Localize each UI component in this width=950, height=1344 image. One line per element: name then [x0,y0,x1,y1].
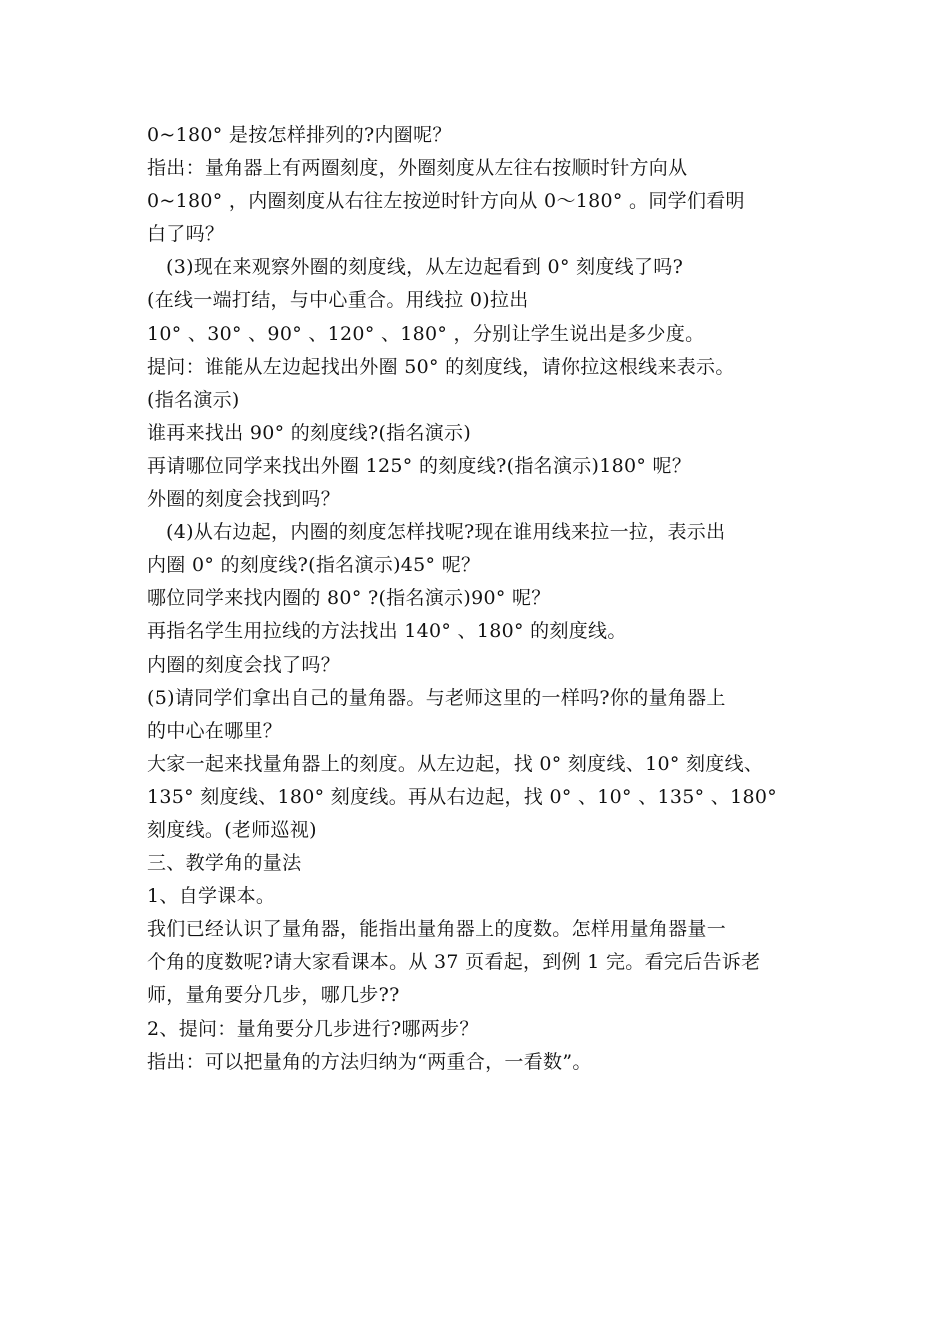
text-line: 0~180° ，内圈刻度从右往左按逆时针方向从 0～180° 。同学们看明 [147,190,745,213]
text-line: 指出：量角器上有两圈刻度，外圈刻度从左往右按顺时针方向从 [147,157,688,180]
text-line: 1、自学课本。 [147,885,276,908]
text-line: 刻度线。(老师巡视) [147,818,317,841]
text-line: (在线一端打结，与中心重合。用线拉 0)拉出 [147,289,529,312]
text-line: 师，量角要分几步，哪几步?? [147,984,400,1007]
text-line: 白了吗？ [147,223,225,246]
text-line: 外圈的刻度会找到吗？ [147,488,341,511]
text-line: 指出：可以把量角的方法归纳为“两重合，一看数”。 [147,1050,592,1073]
text-line: 大家一起来找量角器上的刻度。从左边起，找 0° 刻度线、10° 刻度线、 [147,752,764,775]
text-line: 再指名学生用拉线的方法找出 140° 、180° 的刻度线。 [147,620,627,643]
text-line: 135° 刻度线、180° 刻度线。再从右边起，找 0° 、10° 、135° 、180° [147,785,778,808]
text-line: 提问：谁能从左边起找出外圈 50° 的刻度线，请你拉这根线来表示。 [147,355,735,378]
text-line: (指名演示) [147,388,240,411]
text-line: 内圈的刻度会找了吗？ [147,653,341,676]
text-line: (4)从右边起，内圈的刻度怎样找呢?现在谁用线来拉一拉，表示出 [166,521,726,544]
text-line: 哪位同学来找内圈的 80° ?(指名演示)90° 呢？ [147,587,551,610]
text-line: 的中心在哪里？ [147,719,283,742]
text-line: 谁再来找出 90° 的刻度线?(指名演示) [147,421,472,444]
text-line: 内圈 0° 的刻度线?(指名演示)45° 呢？ [147,554,481,577]
text-line: (3)现在来观察外圈的刻度线，从左边起看到 0° 刻度线了吗? [166,256,684,279]
text-line: 10° 、30° 、90° 、120° 、180° ，分别让学生说出是多少度。 [147,322,705,345]
section-heading: 三、教学角的量法 [147,852,302,875]
document-body [147,119,837,1079]
text-line: 我们已经认识了量角器，能指出量角器上的度数。怎样用量角器量一 [147,918,727,941]
text-line: 2、提问：量角要分几步进行?哪两步？ [147,1017,479,1040]
text-line: 0~180° 是按怎样排列的?内圈呢？ [147,124,452,146]
text-line: (5)请同学们拿出自己的量角器。与老师这里的一样吗?你的量角器上 [147,686,726,709]
text-line: 再请哪位同学来找出外圈 125° 的刻度线?(指名演示)180° 呢？ [147,454,692,477]
text-line: 个角的度数呢?请大家看课本。从 37 页看起，到例 1 完。看完后告诉老 [147,951,761,974]
